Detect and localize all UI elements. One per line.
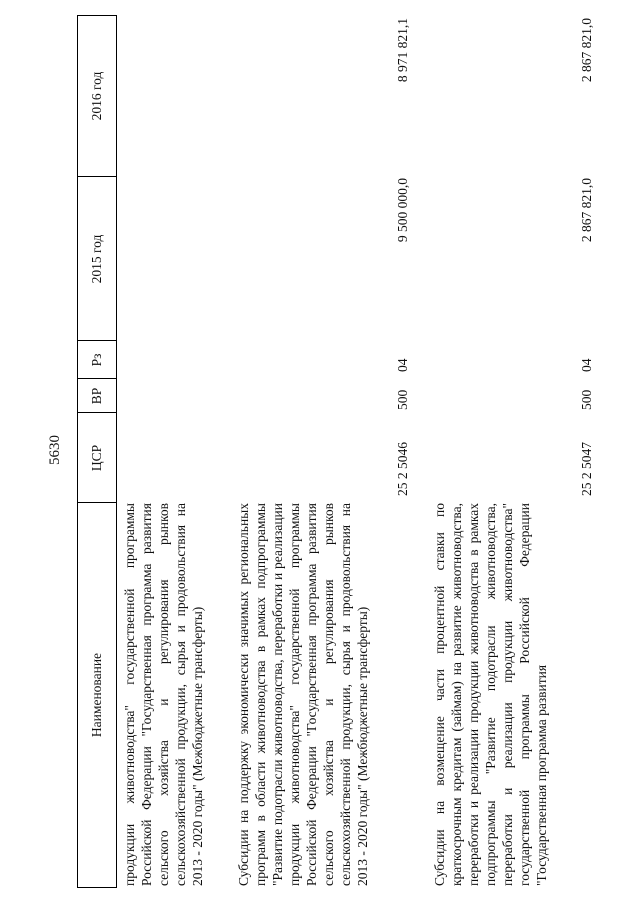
header-2016: 2016 год [89, 71, 104, 121]
row-2015: 9 500 000,0 [395, 178, 410, 243]
header-2015: 2015 год [89, 234, 104, 284]
row-2015: 2 867 821,0 [579, 178, 594, 243]
row-2016: 8 971 821,1 [395, 18, 410, 83]
row-csr: 25 2 5046 [395, 442, 410, 496]
row-name: продукции животноводства" государственной программы Российской Федерации "Государственная программа развития сельского хозяйства и регулирования рынков сельскохозяйственной продукции, сырья и продовольствия на 2013 - 2020 годы" (Межбюджетные трансферты) [122, 503, 205, 886]
row-name: Субсидии на возмещение части процентной ставки по краткосрочным кредитам (займам) на развитие животноводства, переработки и реализации продукции животноводства в рамках подпрограммы "Развитие подотрасли животноводства, переработки и реализации продукции животноводства" государственной программы Российской Федерации "Государственная программа развития [432, 503, 549, 886]
row-vr: 500 [395, 389, 410, 410]
budget-table [77, 13, 594, 888]
table-header [77, 15, 117, 888]
row-rz: 04 [579, 358, 594, 372]
header-rz: Рз [89, 353, 104, 367]
header-vr: ВР [89, 387, 104, 405]
row-vr: 500 [579, 389, 594, 410]
row-csr: 25 2 5047 [579, 442, 594, 496]
header-name: Наименование [89, 652, 104, 738]
row-2016: 2 867 821,0 [579, 18, 594, 83]
row-rz: 04 [395, 358, 410, 372]
row-name: Субсидии на поддержку экономически значимых региональных программ в области животноводства в рамках подпрограммы "Развитие подотрасли животноводства, переработки и реализации продукции животноводства" государственной программы Российской Федерации "Государственная программа развития сельского хозяйства и регулирования рынков сельскохозяйственной продукции, сырья и продовольствия на 2013 - 2020 годы" (Межбюджетные трансферты) [236, 503, 370, 886]
header-csr: ЦСР [89, 444, 104, 472]
page-number: 5630 [47, 435, 63, 465]
